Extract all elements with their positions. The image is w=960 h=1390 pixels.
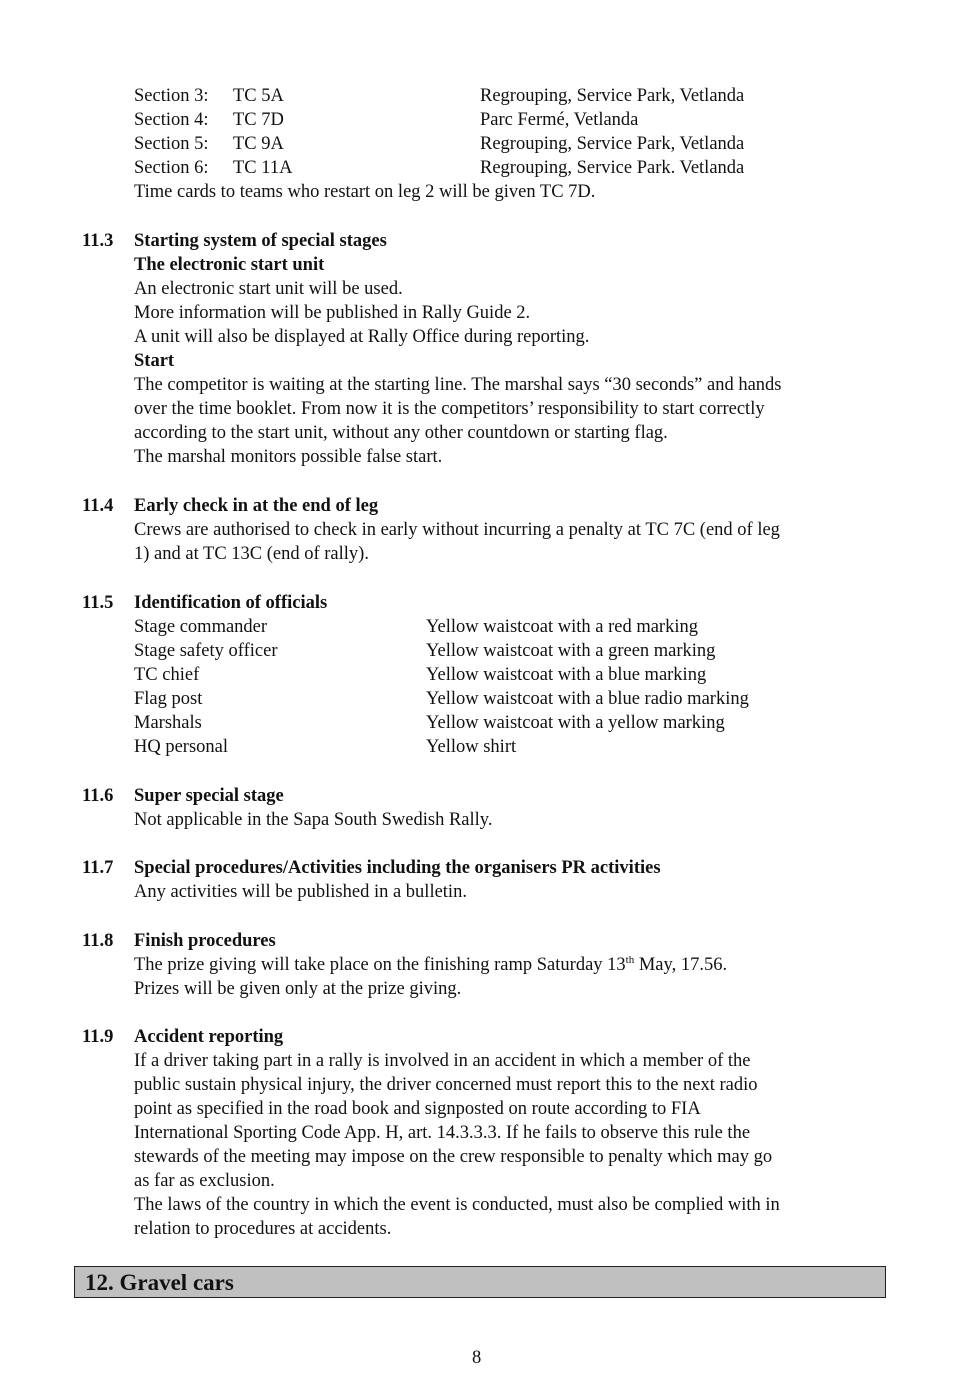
paragraph-line: Not applicable in the Sapa South Swedish Rally. (134, 810, 493, 830)
paragraph-line: according to the start unit, without any other countdown or starting flag. (134, 423, 668, 443)
section-heading: Identification of officials (134, 593, 328, 613)
section-number: 11.9 (82, 1027, 114, 1047)
tc-location: Regrouping, Service Park, Vetlanda (480, 134, 745, 154)
section-number: 11.3 (82, 231, 114, 251)
tc-code: TC 11A (233, 158, 293, 178)
time-cards-note: Time cards to teams who restart on leg 2 will be given TC 7D. (134, 182, 596, 202)
paragraph-line: International Sporting Code App. H, art. 14.3.3.3. If he fails to observe this rule the (134, 1123, 751, 1143)
official-role: Stage commander (134, 617, 268, 637)
ordinal-suffix: th (625, 954, 635, 966)
tc-code: TC 5A (233, 86, 284, 106)
paragraph-line: The competitor is waiting at the starting line. The marshal says “30 seconds” and hands (134, 375, 782, 395)
tc-code: TC 9A (233, 134, 284, 154)
paragraph-line: relation to procedures at accidents. (134, 1219, 392, 1239)
tc-code: TC 7D (233, 110, 284, 130)
official-role: Flag post (134, 689, 203, 709)
section-heading: Special procedures/Activities including the organisers PR activities (134, 858, 661, 878)
official-marking: Yellow shirt (426, 737, 517, 757)
tc-section: Section 3: (134, 86, 209, 106)
paragraph-line: An electronic start unit will be used. (134, 279, 403, 299)
paragraph-line: The laws of the country in which the event is conducted, must also be complied with in (134, 1195, 780, 1215)
chapter-heading: 12. Gravel cars (85, 1270, 234, 1295)
prize-giving-date: May, 17.56. (634, 955, 728, 975)
official-marking: Yellow waistcoat with a red marking (426, 617, 698, 637)
paragraph-line (134, 953, 727, 977)
section-number: 11.7 (82, 858, 114, 878)
official-marking: Yellow waistcoat with a yellow marking (426, 713, 725, 733)
section-heading: Finish procedures (134, 931, 276, 951)
paragraph-line: Prizes will be given only at the prize giving. (134, 979, 462, 999)
section-heading: Starting system of special stages (134, 231, 387, 251)
tc-location: Regrouping, Service Park, Vetlanda (480, 86, 745, 106)
chapter-heading-banner (74, 1266, 886, 1298)
official-role: Marshals (134, 713, 202, 733)
subheading: The electronic start unit (134, 255, 325, 275)
section-number: 11.8 (82, 931, 114, 951)
paragraph-line: A unit will also be displayed at Rally Office during reporting. (134, 327, 590, 347)
paragraph-line: point as specified in the road book and signposted on route according to FIA (134, 1099, 701, 1119)
section-number: 11.5 (82, 593, 114, 613)
paragraph-line: Crews are authorised to check in early without incurring a penalty at TC 7C (end of leg (134, 520, 780, 540)
section-number: 11.4 (82, 496, 114, 516)
tc-location: Regrouping, Service Park. Vetlanda (480, 158, 745, 178)
official-role: Stage safety officer (134, 641, 278, 661)
paragraph-line: If a driver taking part in a rally is involved in an accident in which a member of the (134, 1051, 751, 1071)
paragraph-line: The marshal monitors possible false start. (134, 447, 443, 467)
tc-location: Parc Fermé, Vetlanda (480, 110, 639, 130)
official-marking: Yellow waistcoat with a green marking (426, 641, 716, 661)
subheading: Start (134, 351, 175, 371)
prize-giving-text: The prize giving will take place on the finishing ramp Saturday 13 (134, 955, 626, 975)
paragraph-line: stewards of the meeting may impose on the crew responsible to penalty which may go (134, 1147, 773, 1167)
section-heading: Super special stage (134, 786, 284, 806)
paragraph-line: More information will be published in Rally Guide 2. (134, 303, 531, 323)
official-marking: Yellow waistcoat with a blue marking (426, 665, 707, 685)
official-role: HQ personal (134, 737, 229, 757)
paragraph-line: public sustain physical injury, the driver concerned must report this to the next radio (134, 1075, 758, 1095)
paragraph-line: over the time booklet. From now it is the competitors’ responsibility to start correctly (134, 399, 765, 419)
paragraph-line: as far as exclusion. (134, 1171, 275, 1191)
paragraph-line: Any activities will be published in a bulletin. (134, 882, 467, 902)
page-number: 8 (472, 1348, 482, 1368)
paragraph-line: 1) and at TC 13C (end of rally). (134, 544, 369, 564)
official-marking: Yellow waistcoat with a blue radio marking (426, 689, 749, 709)
section-heading: Accident reporting (134, 1027, 284, 1047)
tc-section: Section 4: (134, 110, 209, 130)
tc-section: Section 6: (134, 158, 209, 178)
section-number: 11.6 (82, 786, 114, 806)
tc-section: Section 5: (134, 134, 209, 154)
official-role: TC chief (134, 665, 200, 685)
section-heading: Early check in at the end of leg (134, 496, 379, 516)
